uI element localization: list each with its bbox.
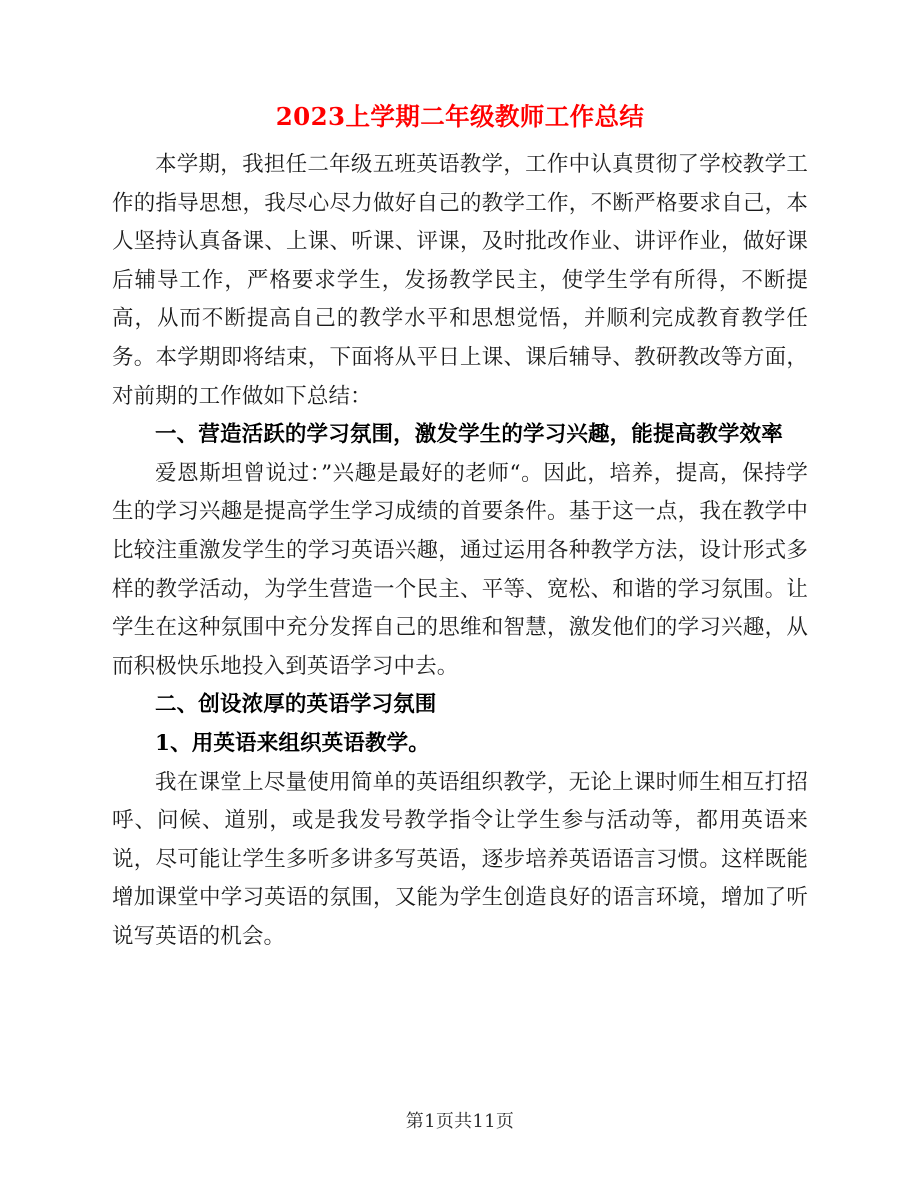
page-footer: 第1页共11页 bbox=[405, 1111, 515, 1132]
paragraph-section-one-body: 爱恩斯坦曾说过：”兴趣是最好的老师“。因此，培养，提高，保持学生的学习兴趣是提高学生学习成绩的首要条件。基于这一点，我在教学中比较注重激发学生的学习英语兴趣，通过运用各种教学方法，设计形式多样的教学活动，为学生营造一个民主、平等、宽松、和谐的学习氛围。让学生在这种氛围中充分发挥自己的思维和智慧，激发他们的学习兴趣，从而积极快乐地投入到英语学习中去。 bbox=[112, 460, 808, 679]
heading-section-two: 二、创设浓厚的英语学习氛围 bbox=[155, 692, 437, 718]
heading-section-one: 一、营造活跃的学习氛围，激发学生的学习兴趣，能提高教学效率 bbox=[155, 422, 783, 448]
document-body bbox=[112, 100, 808, 956]
page-title: 2023上学期二年级教师工作总结 bbox=[275, 102, 645, 131]
heading-subsection-one: 1、用英语来组织英语教学。 bbox=[155, 730, 430, 756]
paragraph-intro: 本学期，我担任二年级五班英语教学，工作中认真贯彻了学校教学工作的指导思想，我尽心尽力做好自己的教学工作，不断严格要求自己，本人坚持认真备课、上课、听课、评课，及时批改作业、讲评作业，做好课后辅导工作，严格要求学生，发扬教学民主，使学生学有所得，不断提高，从而不断提高自己的教学水平和思想觉悟，并顺利完成教育教学任务。本学期即将结束，下面将从平日上课、课后辅导、教研教改等方面，对前期的工作做如下总结： bbox=[112, 152, 808, 409]
paragraph-subsection-one-body: 我在课堂上尽量使用简单的英语组织教学，无论上课时师生相互打招呼、问候、道别，或是我发号教学指令让学生参与活动等，都用英语来说，尽可能让学生多听多讲多写英语，逐步培养英语语言习惯。这样既能增加课堂中学习英语的氛围，又能为学生创造良好的语言环境，增加了听说写英语的机会。 bbox=[112, 769, 808, 949]
